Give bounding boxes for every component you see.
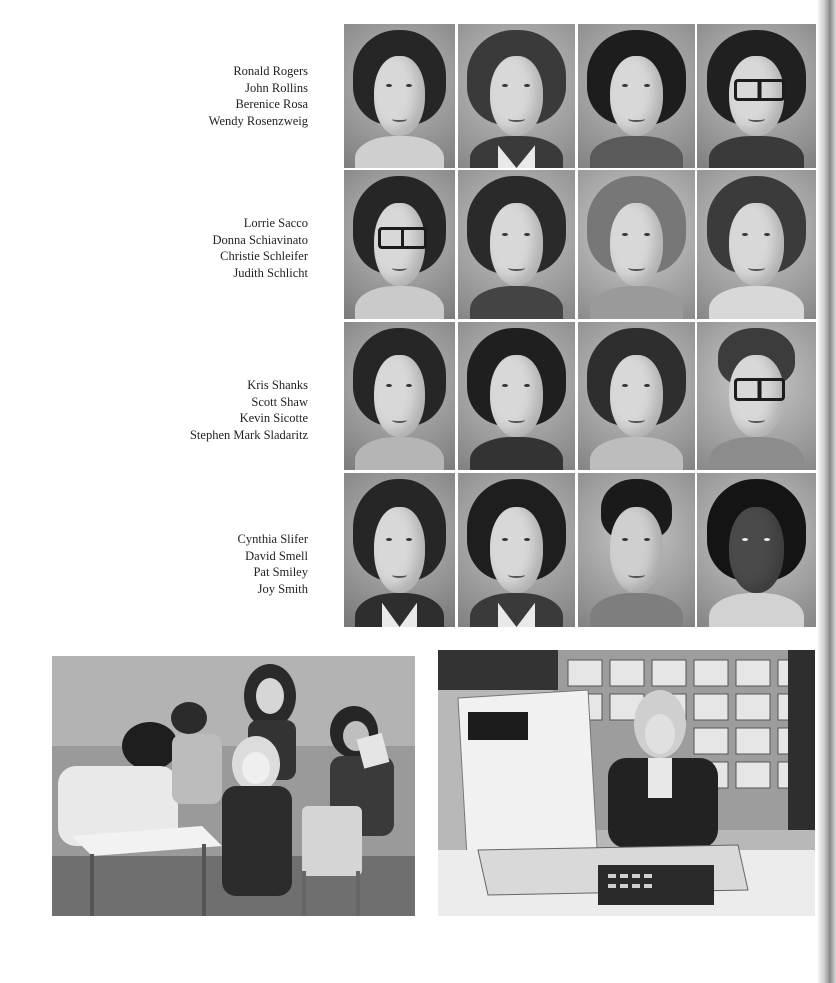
name-list-row-3 (120, 377, 308, 443)
portrait-photo (344, 473, 455, 627)
student-name: Joy Smith (257, 581, 308, 596)
portrait-photo (458, 24, 575, 168)
page-binding-edge (818, 0, 836, 983)
student-name: Kevin Sicotte (239, 411, 308, 425)
portrait-photo (578, 24, 695, 168)
portrait-photo (697, 24, 816, 168)
student-name: Pat Smiley (253, 565, 308, 579)
student-name: John Rollins (245, 80, 308, 95)
portrait-photo (578, 170, 695, 319)
student-name: Ronald Rogers (233, 64, 308, 78)
student-name: Scott Shaw (251, 394, 308, 409)
portrait-photo (458, 170, 575, 319)
student-name: Wendy Rosenzweig (208, 113, 308, 128)
student-name: Lorrie Sacco (243, 216, 308, 230)
student-name: Judith Schlicht (233, 265, 308, 280)
portrait-photo (344, 170, 455, 319)
portrait-photo (697, 170, 816, 319)
student-name: Berenice Rosa (235, 97, 308, 111)
name-list-row-4 (120, 531, 308, 597)
student-name: Cynthia Slifer (237, 532, 308, 546)
student-name: David Smell (245, 548, 308, 563)
student-name: Stephen Mark Sladaritz (189, 427, 308, 442)
student-name: Donna Schiavinato (212, 232, 308, 247)
portrait-photo (697, 473, 816, 627)
student-name: Kris Shanks (247, 378, 308, 392)
candid-photo-computer (438, 650, 815, 916)
name-list-row-1 (120, 63, 308, 129)
name-list-row-2 (120, 215, 308, 281)
portrait-photo (344, 322, 455, 470)
candid-photo-students (52, 656, 415, 916)
portrait-photo (344, 24, 455, 168)
portrait-photo (578, 473, 695, 627)
portrait-photo (458, 473, 575, 627)
student-name: Christie Schleifer (220, 249, 308, 263)
portrait-photo (697, 322, 816, 470)
portrait-photo (458, 322, 575, 470)
portrait-photo (578, 322, 695, 470)
